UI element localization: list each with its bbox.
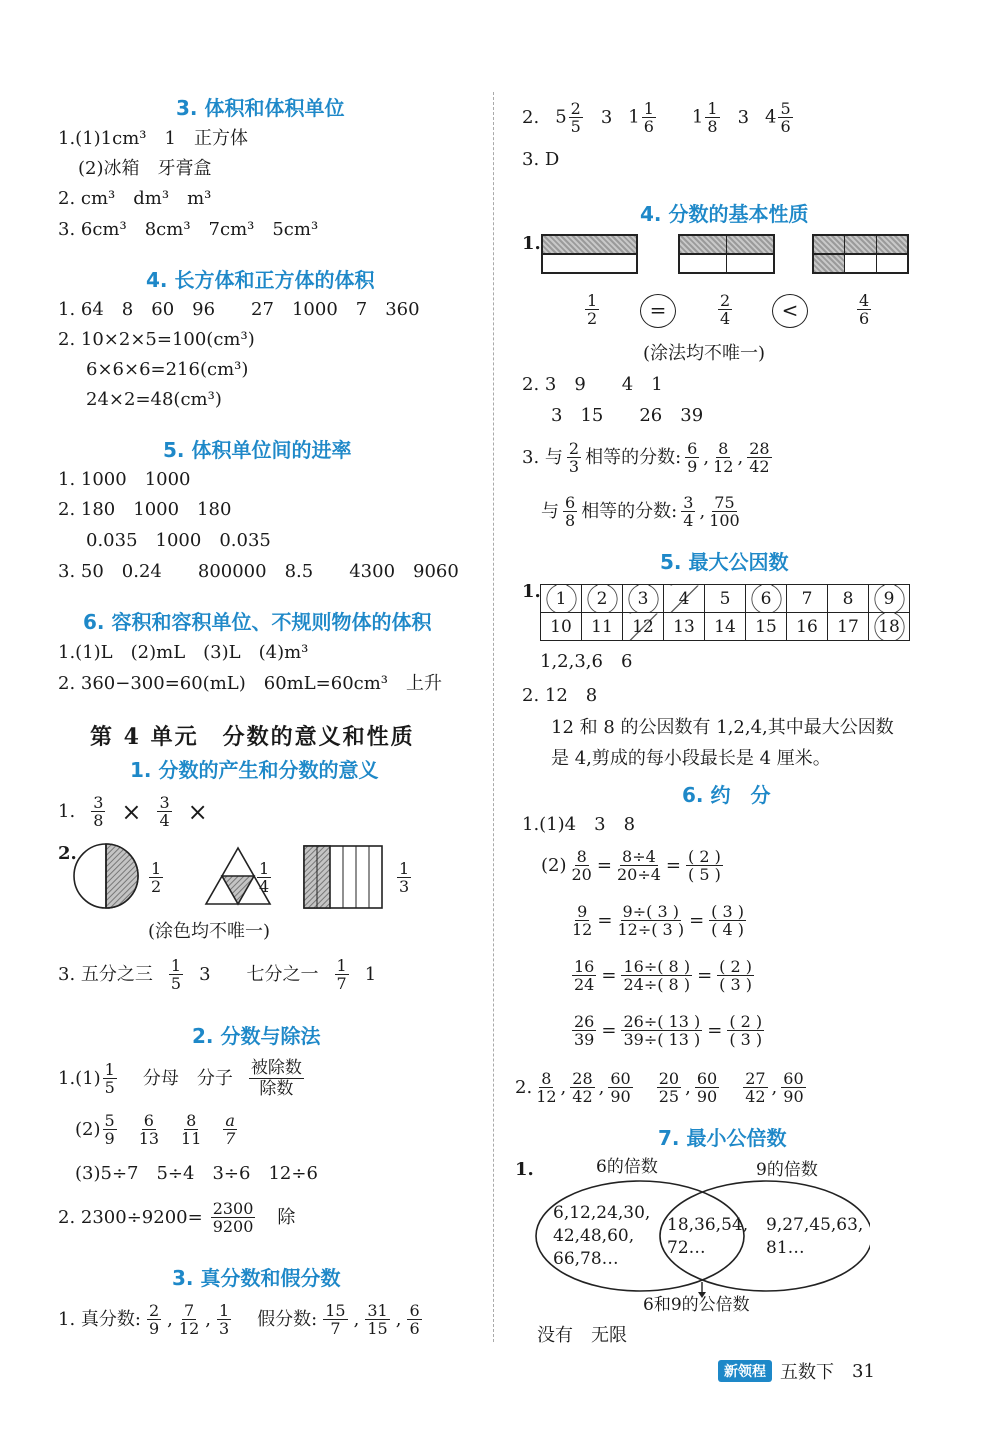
grid-cell: 10 (541, 613, 582, 641)
set-label: 6的倍数 (596, 1157, 658, 1177)
section-title: 5. 体积单位间的进率 (163, 438, 352, 462)
grid-cell: 18 (869, 613, 910, 641)
answer-line: 6×6×6=216(cm³) (86, 359, 249, 380)
answer-line: 2. cm³ dm³ m³ (58, 188, 212, 209)
answer-text: 3. 五分之三 (58, 963, 153, 985)
fraction: 1 5 (104, 1060, 115, 1097)
section-title: 6. 容积和容积单位、不规则物体的体积 (83, 610, 432, 634)
bar-quarters (678, 234, 775, 274)
mixed-number: 4 $\frac{5}{6}$ (765, 99, 791, 136)
mixed-number: 1 $\frac{1}{6}$ (628, 99, 654, 136)
answer-line (58, 794, 208, 829)
unit-title: 第 4 单元 分数的意义和性质 (90, 724, 415, 750)
answer-line: 3. D (522, 149, 560, 170)
set-list-middle: 18,36,54, 72… (667, 1215, 749, 1258)
item-number: 1. (522, 233, 541, 254)
answer-line: 1. 1000 1000 (58, 469, 191, 490)
answer-line: 2. 8 12 , 28 42 , 60 90 20 25 , 60 90 27 42 , 60 90 (515, 1069, 804, 1106)
section-title: 1. 分数的产生和分数的意义 (130, 758, 379, 782)
grid-cell: 16 (787, 613, 828, 641)
item-number: 1. (515, 1159, 534, 1180)
answer-line (522, 100, 795, 135)
answer-text: 2. 2300÷9200= (58, 1206, 203, 1228)
grid-cell: 14 (705, 613, 746, 641)
item-number: (2) (75, 1118, 101, 1140)
answer-text: 与 (541, 500, 559, 522)
section-title: 6. 约 分 (682, 783, 771, 807)
bar-sixths (812, 234, 909, 274)
fraction: $\frac{2300}{9200}$ (212, 1199, 254, 1236)
grid-cell: 2 (582, 585, 623, 613)
fraction: 8 12 (713, 439, 734, 476)
mixed-number: 5 $\frac{2}{5}$ (555, 99, 581, 136)
set-list-right: 9,27,45,63, 81… (766, 1215, 864, 1258)
answer-line: 3. 6cm³ 8cm³ 7cm³ 5cm³ (58, 219, 319, 240)
answer-line (58, 1058, 306, 1099)
comparison-circle: = (640, 294, 676, 328)
fraction: 2 4 (720, 291, 731, 328)
answer-line: 1. 真分数: 2 9 , 7 12 , 1 3 假分数: 15 7 , 31 15 , 6 6 (58, 1301, 420, 1338)
fraction: 4 6 (859, 291, 870, 328)
answer-line: 3. 50 0.24 800000 8.5 4300 9060 (58, 561, 459, 582)
fraction: 15 7 (325, 1301, 346, 1338)
answer-line: 1,2,3,6 6 (540, 651, 633, 672)
grid-cell: 1 (541, 585, 582, 613)
section-title: 2. 分数与除法 (192, 1024, 321, 1048)
answer-line: 3 15 26 39 (551, 405, 704, 426)
fraction: 1 2 (151, 859, 162, 896)
fraction: $\frac{3}{4}$ (159, 793, 170, 830)
item-number: 1. (522, 581, 541, 602)
grid-cell: 12 (623, 613, 664, 641)
grid-row (541, 613, 910, 641)
answer-line: 0.035 1000 0.035 (86, 530, 271, 551)
fraction: $\frac{3}{8}$ (93, 793, 104, 830)
fraction: 28 42 (749, 439, 770, 476)
fraction: 1 3 (218, 1301, 230, 1338)
section-title: 4. 分数的基本性质 (640, 202, 809, 226)
answer-line: 没有 无限 (537, 1325, 627, 1346)
answer-line: 1.(1)1cm³ 1 正方体 (58, 128, 248, 149)
answer-line: 2. 3 9 4 1 (522, 374, 663, 395)
bar-half (541, 234, 638, 274)
cross-mark: × (121, 797, 142, 826)
fraction: 6 8 (565, 493, 576, 530)
answer-text: 除 (277, 1206, 296, 1228)
answer-line (58, 957, 376, 992)
grid-cell: 3 (623, 585, 664, 613)
item-number: 2. (58, 843, 77, 864)
answer-text: 3 (600, 106, 613, 128)
item-number: 2. (522, 106, 540, 128)
reduction-equation: 26 39 = 26÷( 13 ) 39÷( 13 ) = ( 2 ) ( 3 ) (574, 1012, 763, 1049)
page-number: 31 (852, 1360, 875, 1382)
answer-line: 2. 180 1000 180 (58, 499, 232, 520)
answer-line: 1. 64 8 60 96 27 1000 7 360 (58, 299, 420, 320)
answer-text: 七分之一 (246, 963, 319, 985)
page-footer (718, 1358, 875, 1384)
answer-line: 12 和 8 的公因数有 1,2,4,其中最大公因数 (551, 717, 894, 738)
answer-text: 相等的分数: (581, 500, 678, 522)
fraction: 1 7 (336, 956, 347, 993)
fraction: 5 9 (104, 1111, 115, 1148)
grid-cell: 11 (582, 613, 623, 641)
answer-line (75, 1112, 239, 1147)
comparison-circle: < (772, 294, 808, 328)
answer-text: 1 (364, 963, 377, 985)
fraction: 6 13 (138, 1111, 160, 1148)
fraction: 75 100 (709, 493, 740, 530)
answer-line: 24×2=48(cm³) (86, 389, 222, 410)
answer-text: 3 (199, 963, 211, 985)
answer-text: 3 (737, 106, 750, 128)
fraction: 3 4 (683, 493, 694, 530)
answer-text: 分母 分子 (142, 1067, 233, 1089)
fraction: 6 6 (409, 1301, 420, 1338)
answer-line: 与 6 8 相等的分数: 3 4 , 75 100 (541, 493, 740, 530)
note: (涂法均不唯一) (643, 343, 766, 364)
fraction: 6 9 (687, 439, 698, 476)
set-list-left: 6,12,24,30, 42,48,60, 66,78… (553, 1203, 651, 1269)
mixed-number: 1 $\frac{1}{8}$ (691, 99, 718, 136)
section-title: 3. 体积和体积单位 (176, 96, 345, 120)
grid-cell: 6 (746, 585, 787, 613)
answer-text: 3. 与 (522, 446, 563, 468)
grid-row (541, 585, 910, 613)
answer-line: 1.(1)L (2)mL (3)L (4)m³ (58, 642, 309, 663)
answer-line: (2)冰箱 牙膏盒 (78, 158, 212, 179)
fraction: 31 15 (367, 1301, 388, 1338)
item-number: 1.(1) (58, 1067, 101, 1089)
reduction-equation: 16 24 = 16÷( 8 ) 24÷( 8 ) = ( 2 ) ( 3 ) (574, 957, 752, 994)
answer-text: 假分数: (257, 1308, 318, 1330)
shaded-figures (70, 840, 430, 920)
brand-logo: 新领程 (718, 1360, 772, 1382)
item-number: 2. (515, 1076, 533, 1098)
cross-mark: × (187, 797, 208, 826)
fraction: 8 11 (181, 1111, 202, 1148)
section-title: 5. 最大公因数 (660, 550, 789, 574)
column-divider (493, 92, 494, 1342)
section-title: 3. 真分数和假分数 (172, 1266, 341, 1290)
answer-line: 2. 360−300=60(mL) 60mL=60cm³ 上升 (58, 673, 443, 694)
grid-cell: 9 (869, 585, 910, 613)
set-label: 6和9的公倍数 (643, 1295, 750, 1315)
fraction: 被除数 除数 (250, 1058, 302, 1099)
answer-line: 2. 10×2×5=100(cm³) (58, 329, 255, 350)
grid-cell: 5 (705, 585, 746, 613)
reduction-equation: 9 12 = 9÷( 3 ) 12÷( 3 ) = ( 3 ) ( 4 ) (572, 902, 744, 939)
reduction-equation: (2) 8 20 = 8÷4 20÷4 = ( 2 ) ( 5 ) (541, 847, 721, 884)
fraction: 1 5 (170, 956, 182, 993)
shaded-half (106, 844, 138, 908)
grid-cell: 8 (828, 585, 869, 613)
fraction: 2 3 (568, 439, 580, 476)
fraction: 1 3 (399, 859, 410, 896)
answer-line: (3)5÷7 5÷4 3÷6 12÷6 (75, 1163, 318, 1184)
grid-cell: 15 (746, 613, 787, 641)
grid-cell: 13 (664, 613, 705, 641)
section-title: 4. 长方体和正方体的体积 (146, 268, 375, 292)
answer-line: 是 4,剪成的每小段最长是 4 厘米。 (551, 748, 831, 769)
grid-cell: 17 (828, 613, 869, 641)
number-grid (540, 584, 910, 641)
grid-cell: 7 (787, 585, 828, 613)
fraction: 1 4 (259, 859, 270, 896)
grid-cell: 4 (664, 585, 705, 613)
set-label: 9的倍数 (756, 1160, 818, 1180)
fraction: a 7 (225, 1111, 236, 1148)
answer-text: 1. 真分数: (58, 1308, 141, 1330)
fraction: 7 12 (178, 1301, 200, 1338)
answer-line: 1.(1)4 3 8 (522, 814, 636, 835)
section-title: 7. 最小公倍数 (658, 1126, 787, 1150)
answer-line: 2. 12 8 (522, 685, 598, 706)
note: (涂色均不唯一) (148, 921, 271, 942)
fraction: 2 9 (148, 1301, 160, 1338)
answer-line: 3. 与 2 3 相等的分数: 6 9 , 8 12 , 28 42 (522, 439, 770, 476)
item-number: 1. (58, 800, 76, 822)
answer-text: 相等的分数: (585, 446, 682, 468)
book-label: 五数下 (780, 1362, 834, 1383)
answer-line (58, 1200, 295, 1235)
fraction: 1 2 (587, 291, 598, 328)
